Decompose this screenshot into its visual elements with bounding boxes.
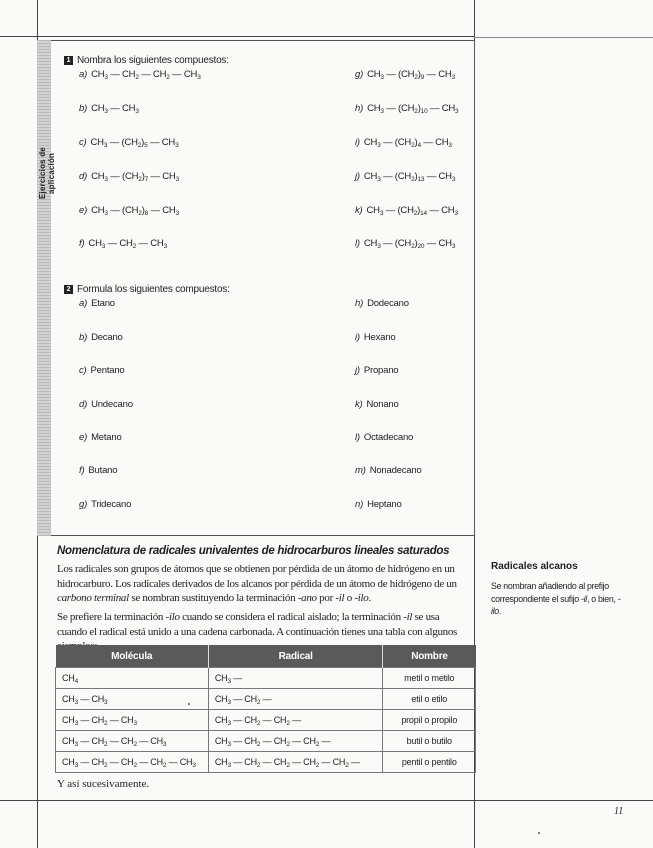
item-label: g) — [79, 499, 88, 510]
item-formula: $CH_3$ — $(CH_2)_{20}$ — $CH_3$ — [363, 238, 456, 250]
page-number: 11 — [614, 806, 624, 817]
exercise-2-item — [355, 399, 399, 410]
item-formula: $CH_3$ — $(CH_2)_{10}$ — $CH_3$ — [367, 103, 459, 115]
item-label: g) — [355, 69, 364, 80]
item-label: l) — [355, 238, 360, 249]
sidebar-label: Ejercicios de aplicación — [38, 147, 56, 199]
sidenote-title: Radicales alcanos — [491, 561, 578, 572]
cell-name: metil o metilo — [383, 668, 476, 689]
item-label: c) — [79, 365, 87, 376]
item-label: j) — [355, 365, 360, 376]
exercise-2-item — [355, 499, 402, 510]
exercise-2-item — [79, 365, 125, 376]
exercise-2-item — [79, 399, 133, 410]
exercise-2-item — [79, 432, 122, 443]
item-formula: $CH_3$ — $(CH_2)_8$ — $CH_3$ — [91, 205, 180, 217]
item-label: d) — [79, 171, 88, 182]
cell-radical: $CH_3$ — $CH_2$ — $CH_2$ — — [208, 710, 383, 731]
item-label: e) — [79, 205, 88, 216]
item-name: Metano — [91, 432, 122, 443]
cell-molecule: $CH_3$ — $CH_2$ — $CH_2$ — $CH_2$ — $CH_3$ — [56, 752, 209, 773]
table-row — [56, 710, 476, 731]
item-formula: $CH_3$ — $(CH_2)_7$ — $CH_3$ — [91, 171, 180, 183]
exercise-2-item — [355, 332, 395, 343]
exercise-number: 2 — [64, 285, 73, 294]
item-label: f) — [79, 465, 85, 476]
item-name: Heptano — [367, 499, 402, 510]
exercise-1-item — [79, 205, 179, 216]
item-name: Hexano — [363, 332, 396, 343]
exercise-1-item — [355, 205, 458, 216]
header-radical: Radical — [208, 645, 383, 668]
cell-radical: $CH_3$ — $CH_2$ — $CH_2$ — $CH_2$ — $CH_2$ — — [208, 752, 383, 773]
item-name: Dodecano — [367, 298, 409, 309]
speck — [538, 832, 540, 834]
item-label: m) — [355, 465, 366, 476]
cell-radical: $CH_3$ — — [208, 668, 383, 689]
item-formula: $CH_3$ — $(CH_2)_{14}$ — $CH_3$ — [366, 205, 458, 217]
table-row — [56, 731, 476, 752]
item-label: i) — [355, 137, 360, 148]
paragraph-1: Los radicales son grupos de átomos que se obtienen por pérdida de un átomo de hidrógeno en un hidrocarburo. Los radicales derivados de los alcanos por pérdida de un átomo de hidrógeno de un carbono terminal se nombran sustituyendo la terminación -ano por -il o -ilo. — [57, 563, 457, 604]
cell-radical: $CH_3$ — $CH_2$ — — [208, 689, 383, 710]
closing-text: Y así sucesivamente. — [57, 778, 150, 790]
item-formula: $CH_3$ — $(CH_2)_9$ — $CH_3$ — [367, 69, 456, 81]
paragraph-2: Se prefiere la terminación -ilo cuando se considera el radical aislado; la terminación -il se usa cuando el radical está unido a una cadena carbonada. A continuación tienes una tabla con algunos — [57, 611, 458, 638]
item-label: e) — [79, 432, 88, 443]
frame-hline-top — [0, 36, 474, 37]
item-label: a) — [79, 298, 88, 309]
item-formula: $CH_3$ — $CH_2$ — $CH_2$ — $CH_3$ — [91, 69, 201, 81]
item-label: b) — [79, 332, 88, 343]
exercise-2-item — [355, 465, 422, 476]
header-molecule: Molécula — [56, 645, 209, 668]
item-formula: $CH_3$ — $(CH_2)_4$ — $CH_3$ — [363, 137, 452, 149]
item-label: a) — [79, 69, 88, 80]
item-label: c) — [79, 137, 87, 148]
item-label: i) — [355, 332, 360, 343]
item-formula: $CH_3$ — $(CH_2)_{13}$ — $CH_3$ — [363, 171, 456, 183]
item-name: Etano — [91, 298, 115, 309]
exercise-2-item — [79, 465, 117, 476]
cell-molecule: $CH_3$ — $CH_2$ — $CH_3$ — [56, 710, 209, 731]
item-label: f) — [79, 238, 85, 249]
item-label: k) — [355, 205, 363, 216]
cell-radical: $CH_3$ — $CH_2$ — $CH_2$ — $CH_2$ — — [208, 731, 383, 752]
heading-text: Nombra los siguientes compuestos: — [77, 55, 229, 66]
item-name: Nonano — [366, 399, 399, 410]
exercise-2-item — [79, 499, 131, 510]
item-label: n) — [355, 499, 364, 510]
item-label: l) — [355, 432, 360, 443]
exercise-1-item — [355, 103, 458, 114]
item-name: Decano — [91, 332, 123, 343]
cell-name: propil o propilo — [383, 710, 476, 731]
section-title: Nomenclatura de radicales univalentes de hidrocarburos lineales saturados — [57, 545, 450, 557]
exercise-1-item — [79, 137, 178, 148]
exercise-2-item — [355, 298, 409, 309]
frame-hline-bottom — [0, 800, 653, 801]
exercise-1-item — [79, 171, 179, 182]
exercise-1-item — [79, 238, 167, 249]
item-label: h) — [355, 298, 364, 309]
table-row — [56, 689, 476, 710]
exercise-2-item — [355, 432, 413, 443]
exercise-1-heading — [64, 55, 229, 66]
sidebar-stripe — [37, 40, 56, 536]
sidenote-text: Se nombran añadiendo al prefijo correspondiente el sufijo -il, o bien, -ilo. — [491, 581, 621, 616]
exercise-2-item — [79, 298, 115, 309]
item-name: Octadecano — [363, 432, 414, 443]
table-row — [56, 752, 476, 773]
item-formula: $CH_3$ — $CH_3$ — [91, 103, 139, 115]
item-name: Tridecano — [91, 499, 132, 510]
item-formula: $CH_3$ — $CH_2$ — $CH_3$ — [88, 238, 168, 250]
item-formula: $CH_3$ — $(CH_2)_5$ — $CH_3$ — [90, 137, 179, 149]
cell-name: butil o butilo — [383, 731, 476, 752]
exercise-1-item — [79, 69, 201, 80]
header-name: Nombre — [383, 645, 476, 668]
item-label: k) — [355, 399, 363, 410]
table-row — [56, 668, 476, 689]
exercise-number: 1 — [64, 56, 73, 65]
cell-name: pentil o pentilo — [383, 752, 476, 773]
exercise-1-item — [79, 103, 139, 114]
item-name: Pentano — [90, 365, 125, 376]
item-label: j) — [355, 171, 360, 182]
table-header-row — [56, 645, 476, 668]
exercise-1-item — [355, 69, 455, 80]
heading-text: Formula los siguientes compuestos: — [77, 284, 230, 295]
cell-molecule: $CH_4$ — [56, 668, 209, 689]
exercise-2-heading — [64, 284, 230, 295]
cell-molecule: $CH_3$ — $CH_2$ — $CH_2$ — $CH_3$ — [56, 731, 209, 752]
item-label: h) — [355, 103, 364, 114]
radicals-table — [55, 645, 476, 773]
frame-hline-top-right — [474, 37, 653, 38]
cell-name: etil o etilo — [383, 689, 476, 710]
item-label: d) — [79, 399, 88, 410]
exercise-2-item — [355, 365, 398, 376]
exercise-1-item — [355, 238, 455, 249]
item-name: Nonadecano — [369, 465, 422, 476]
exercise-1-item — [355, 137, 452, 148]
item-name: Undecano — [91, 399, 133, 410]
cell-molecule: $CH_3$ — $CH_3$ — [56, 689, 209, 710]
item-name: Propano — [363, 365, 399, 376]
item-label: b) — [79, 103, 88, 114]
exercise-2-item — [79, 332, 123, 343]
exercise-1-item — [355, 171, 455, 182]
item-name: Butano — [88, 465, 118, 476]
